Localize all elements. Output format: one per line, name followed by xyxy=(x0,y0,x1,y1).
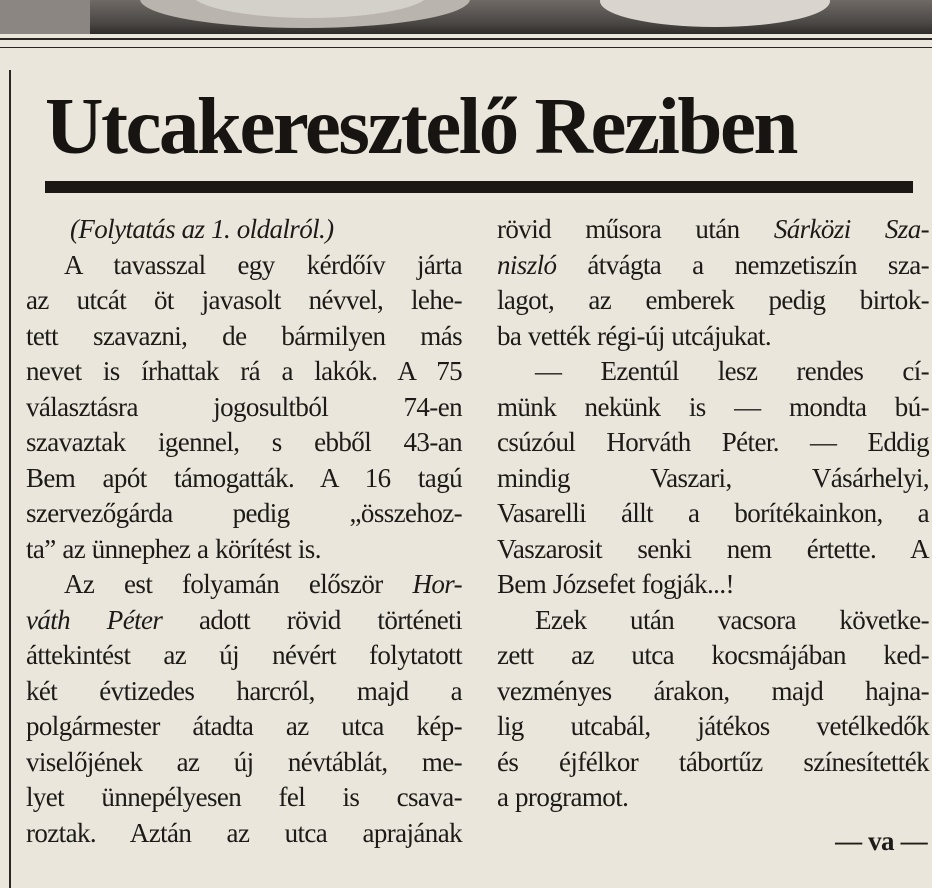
headline-bar xyxy=(45,181,913,193)
text-line xyxy=(497,248,929,284)
text-line: A tavasszal egy kérdőív járta xyxy=(64,249,462,280)
column-rule xyxy=(9,70,11,888)
text-line xyxy=(26,603,462,639)
text-line: nevet is írhattak rá a lakók. A 75 xyxy=(26,356,462,386)
text-line: lyet ünnepélyesen fel is csava- xyxy=(26,782,462,812)
text-segment: átvágta a nemzetiszín sza- xyxy=(556,249,929,280)
italic-name: váth Péter xyxy=(26,604,163,635)
text-line: münk nekünk is — mondta bú- xyxy=(497,391,929,422)
text-segment: Az est folyamán először xyxy=(64,569,413,599)
top-rule xyxy=(0,38,932,40)
text-segment: rövid műsora után xyxy=(497,214,774,244)
italic-name: Hor- xyxy=(412,569,462,599)
text-line: áttekintést az új névért folytatott xyxy=(26,640,462,670)
text-segment: adott rövid történeti xyxy=(162,604,462,635)
text-line: Vaszarosit senki nem értette. A xyxy=(497,533,929,564)
text-line: szavaztak igennel, s ebből 43-an xyxy=(26,427,462,457)
author-signature: — va — xyxy=(835,825,927,856)
text-line: vezményes árakon, majd hajna- xyxy=(497,675,929,706)
text-line: zett az utca kocsmájában ked- xyxy=(497,640,929,670)
text-line: Vasarelli állt a borítékainkon, a xyxy=(497,498,929,528)
text-line xyxy=(497,212,929,248)
text-line: a programot. xyxy=(497,782,629,812)
text-line: és éjfélkor tábortűz színesítették xyxy=(497,746,929,777)
text-line: ta” az ünnephez a körítést is. xyxy=(26,533,321,564)
text-line: mindig Vaszari, Vásárhelyi, xyxy=(497,462,929,493)
text-line: két évtizedes harcról, majd a xyxy=(26,675,462,706)
text-line: polgármester átadta az utca kép- xyxy=(26,711,462,741)
text-line xyxy=(26,567,462,603)
text-line: csúzóul Horváth Péter. — Eddig xyxy=(497,427,929,457)
italic-name: niszló xyxy=(497,249,557,280)
right-column xyxy=(497,212,929,859)
text-line: roztak. Aztán az utca aprajának xyxy=(26,817,462,848)
italic-name: Sárközi Sza- xyxy=(773,214,929,244)
top-rule-thin xyxy=(0,47,932,48)
continuation-note: (Folytatás az 1. oldalról.) xyxy=(70,214,334,244)
text-line: az utcát öt javasolt névvel, lehe- xyxy=(26,285,462,315)
text-line: Bem Józsefet fogják...! xyxy=(497,569,734,599)
left-column xyxy=(26,212,462,851)
text-line: — Ezentúl lesz rendes cí- xyxy=(535,356,929,386)
text-line: ba vették régi-új utcájukat. xyxy=(497,320,772,351)
text-line: lagot, az emberek pedig birtok- xyxy=(497,285,929,315)
headline: Utcakeresztelő Reziben xyxy=(45,81,796,171)
text-line: Bem apót támogatták. A 16 tagú xyxy=(26,462,462,493)
text-line: lig utcabál, játékos vetélkedők xyxy=(497,711,929,741)
text-line: Ezek után vacsora követke- xyxy=(535,604,929,635)
text-line: viselőjének az új névtáblát, me- xyxy=(26,746,462,777)
text-line: tett szavazni, de bármilyen más xyxy=(26,320,462,351)
text-line: szervezőgárda pedig „összehoz- xyxy=(26,498,462,528)
text-line: választásra jogosultból 74-en xyxy=(26,391,462,422)
top-photo xyxy=(0,0,932,34)
